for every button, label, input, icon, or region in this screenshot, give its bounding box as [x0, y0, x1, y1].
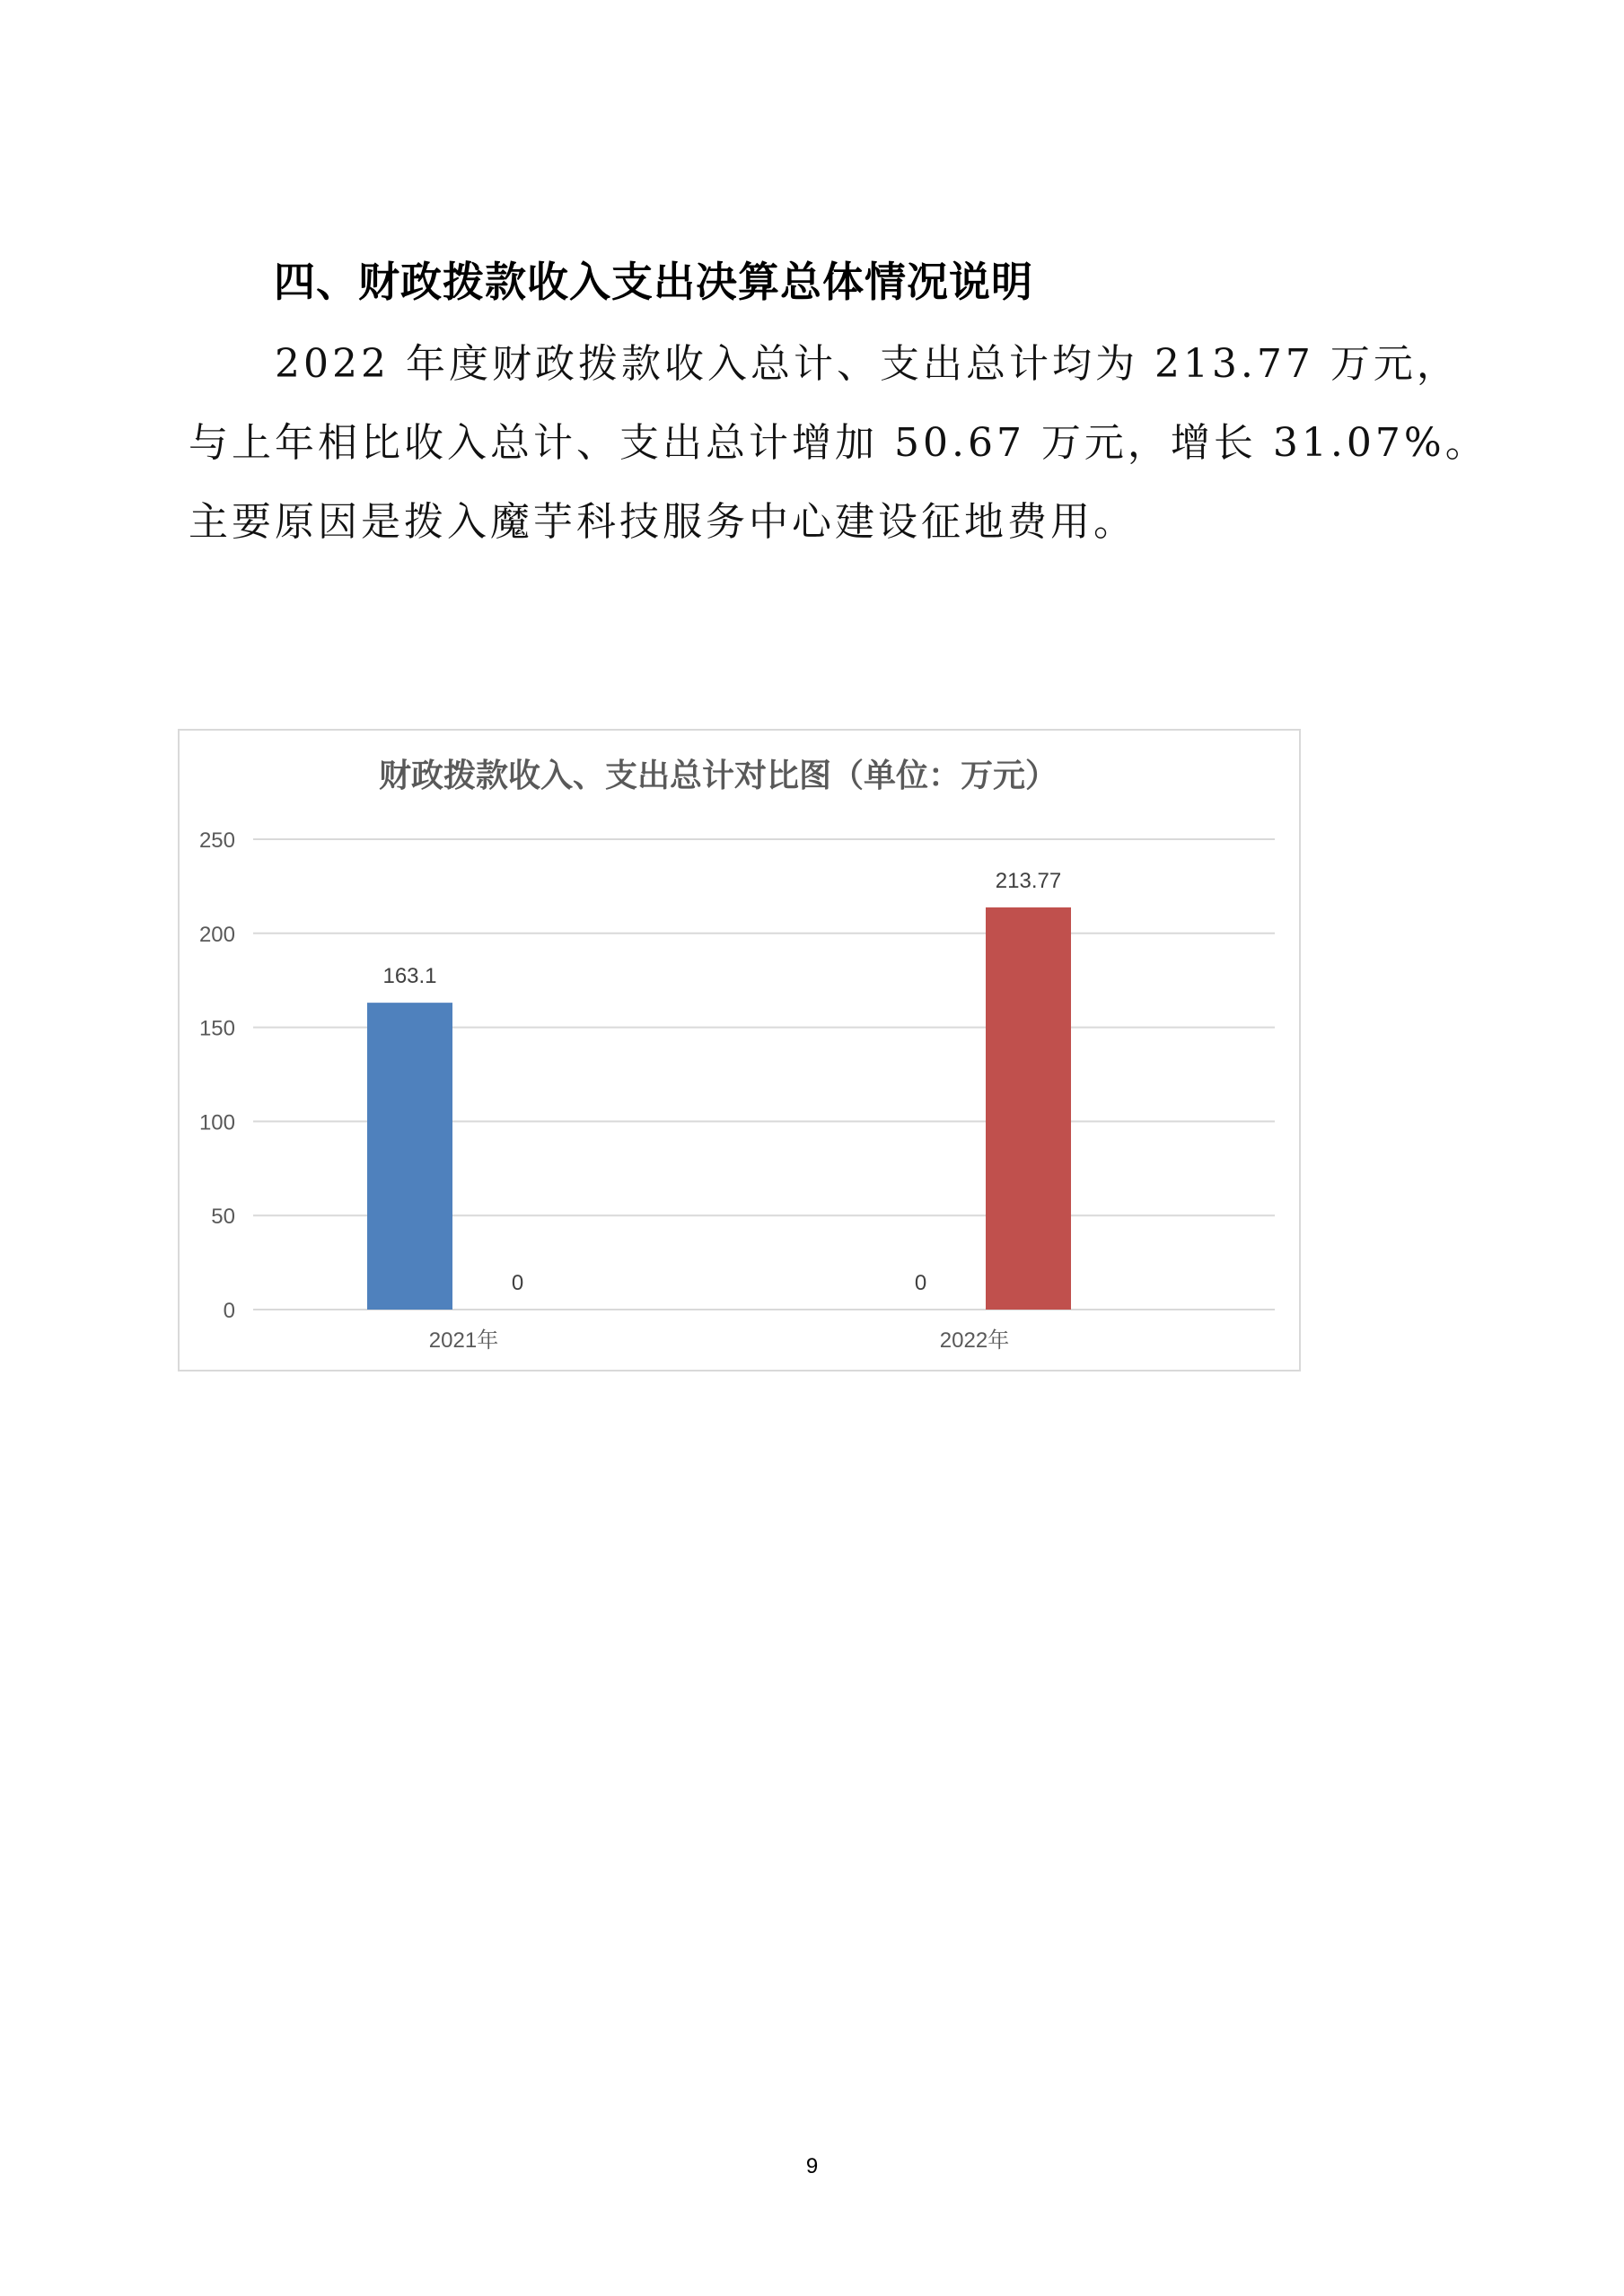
- bar: [367, 1003, 452, 1310]
- x-tick-label: 2022年: [939, 1328, 1010, 1353]
- y-tick-label: 250: [198, 828, 235, 853]
- page-number: 9: [805, 2154, 819, 2178]
- data-label: 213.77: [995, 868, 1062, 893]
- y-tick-label: 200: [198, 922, 235, 947]
- paragraph-line: 与上年相比收入总计、支出总计增加 50.67 万元，增长 31.07%。: [189, 420, 1488, 466]
- data-label: 163.1: [382, 964, 437, 989]
- y-tick-label: 150: [198, 1016, 235, 1041]
- data-label: 0: [511, 1271, 524, 1295]
- chart-container: [178, 729, 1301, 1371]
- paragraph-line: 2022 年度财政拨款收入总计、支出总计均为 213.77 万元，: [275, 341, 1460, 387]
- summary-paragraph: [189, 325, 1488, 562]
- chart-title: 财政拨款收入、支出总计对比图（单位：万元）: [378, 758, 1058, 794]
- section-heading: 四、财政拨款收入支出决算总体情况说明: [274, 258, 1033, 306]
- bar-chart: [180, 731, 1299, 1370]
- paragraph-line: 主要原因是拨入魔芋科技服务中心建设征地费用。: [189, 499, 1137, 545]
- y-tick-label: 0: [223, 1299, 235, 1323]
- y-tick-label: 50: [211, 1205, 235, 1230]
- y-tick-label: 100: [198, 1110, 235, 1135]
- x-tick-label: 2021年: [428, 1328, 499, 1353]
- data-label: 0: [914, 1271, 927, 1295]
- bar: [986, 907, 1071, 1310]
